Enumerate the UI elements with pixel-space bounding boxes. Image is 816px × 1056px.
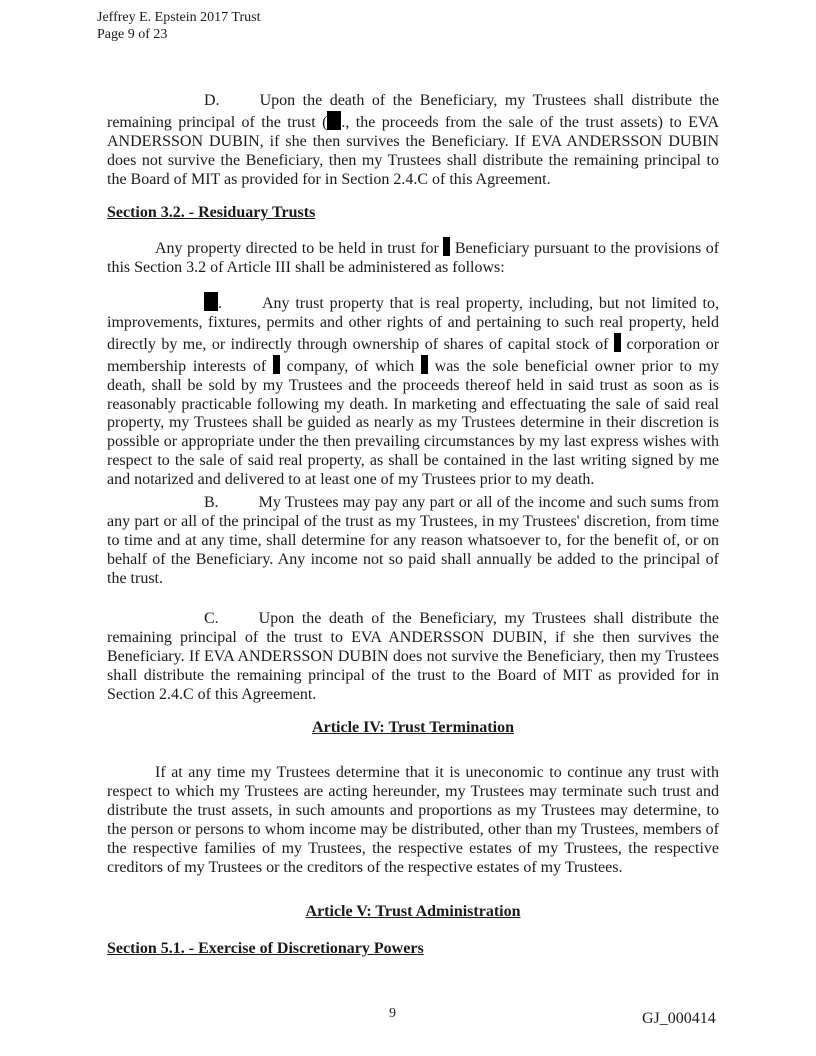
section-3-2-heading: Section 3.2. - Residuary Trusts	[107, 204, 316, 221]
paragraph-b	[107, 494, 719, 589]
article-4-heading-prefix: Article IV:	[312, 719, 389, 736]
paragraph-a-text-3: company, of which	[286, 357, 415, 375]
paragraph-d-text-2: ., the proceeds from the sale of the trust assets) to EVA ANDERSSON DUBIN, if she then survives the Beneficiary. If EVA ANDERSSON DUBIN does not survive the Beneficiary, then my Trustees shall distribute the remaining principal to the Board of MIT as provided for in Section 2.4.C of this Agreement.	[107, 113, 720, 188]
article-4-heading	[107, 719, 719, 737]
redaction-box	[327, 111, 341, 130]
paragraph-a-text-4: was the sole beneficial owner prior to my death, shall be sold by my Trustees and the proceeds thereof held in said trust as soon as is reasonably practicable following my death. In marketing and effectuating the sale of said real property, my Trustees shall be guided as nearly as my Trustees determine in their discretion is possible or appropriate under the then prevailing circumstances by my last express wishes with respect to the sale of said real property, as shall be contained in the last writing signed by me and notarized and delivered to at least one of my Trustees prior to my death.	[107, 357, 720, 489]
redaction-box	[614, 333, 621, 352]
section-3-2-intro-text-1: Any property directed to be held in trust for	[155, 240, 439, 257]
section-3-2-intro	[107, 237, 719, 278]
paragraph-c	[107, 610, 719, 705]
redaction-box	[204, 292, 218, 311]
paragraph-b-label: B.	[204, 494, 219, 511]
article-4-text: If at any time my Trustees determine that it is uneconomic to continue any trust with respect to which my Trustees are acting hereunder, my Trustees may terminate such trust and distribute the trust assets, in such amounts and proportions as my Trustees may determine, to the person or persons to whom income may be distributed, other than my Trustees, members of the respective families of my Trustees, the respective estates of my Trustees, the respective creditors of my Trustees or the creditors of the respective estates of my Trustees.	[107, 764, 719, 876]
paragraph-d-text-1: Upon the death of the Beneficiary, my Trustees shall distribute the remaining principal of the trust (	[107, 92, 719, 131]
paragraph-d-label: D.	[204, 92, 220, 109]
article-5-heading: Article V: Trust Administration	[305, 903, 521, 920]
document-title: Jeffrey E. Epstein 2017 Trust	[97, 10, 261, 25]
section-3-2-intro-text-2: Beneficiary pursuant to the provisions of this Section 3.2 of Article III shall be administered as follows:	[107, 240, 720, 276]
redaction-box	[443, 237, 450, 256]
page-number: 9	[389, 1006, 396, 1021]
redaction-box	[273, 355, 280, 374]
paragraph-c-text: Upon the death of the Beneficiary, my Trustees shall distribute the remaining principal of the trust to EVA ANDERSSON DUBIN, if she then survives the Beneficiary. If EVA ANDERSSON DUBIN does not survive the Beneficiary, then my Trustees shall distribute the remaining principal of the trust to the Board of MIT as provided for in Section 2.4.C of this Agreement.	[107, 610, 719, 703]
paragraph-d	[107, 92, 719, 190]
paragraph-c-label: C.	[204, 610, 219, 627]
section-5-1-heading: Section 5.1. - Exercise of Discretionary Powers	[107, 940, 424, 957]
paragraph-a	[107, 292, 719, 490]
paragraph-a-text-2: corporation or membership interests of	[107, 335, 720, 375]
article-4-heading-title: Trust Termination	[388, 719, 514, 736]
paragraph-a-text-1: Any trust property that is real property, including, but not limited to, improvements, fixtures, permits and other rights of and pertaining to such real property, held directly by me, or indirectly through ownership of shares of capital stock of	[107, 295, 719, 353]
page-label: Page 9 of 23	[97, 27, 168, 42]
paragraph-b-text: My Trustees may pay any part or all of the income and such sums from any part or all of the principal of the trust as my Trustees, in my Trustees' discretion, from time to time and at any time, shall determine for any reason whatsoever to, for the benefit of, or on behalf of the Beneficiary. Any income not so paid shall annually be added to the principal of the trust.	[107, 494, 719, 587]
paragraph-a-label-suffix: .	[218, 295, 222, 312]
bates-number: GJ_000414	[642, 1010, 716, 1027]
redaction-box	[421, 355, 428, 374]
page-header	[97, 9, 260, 43]
